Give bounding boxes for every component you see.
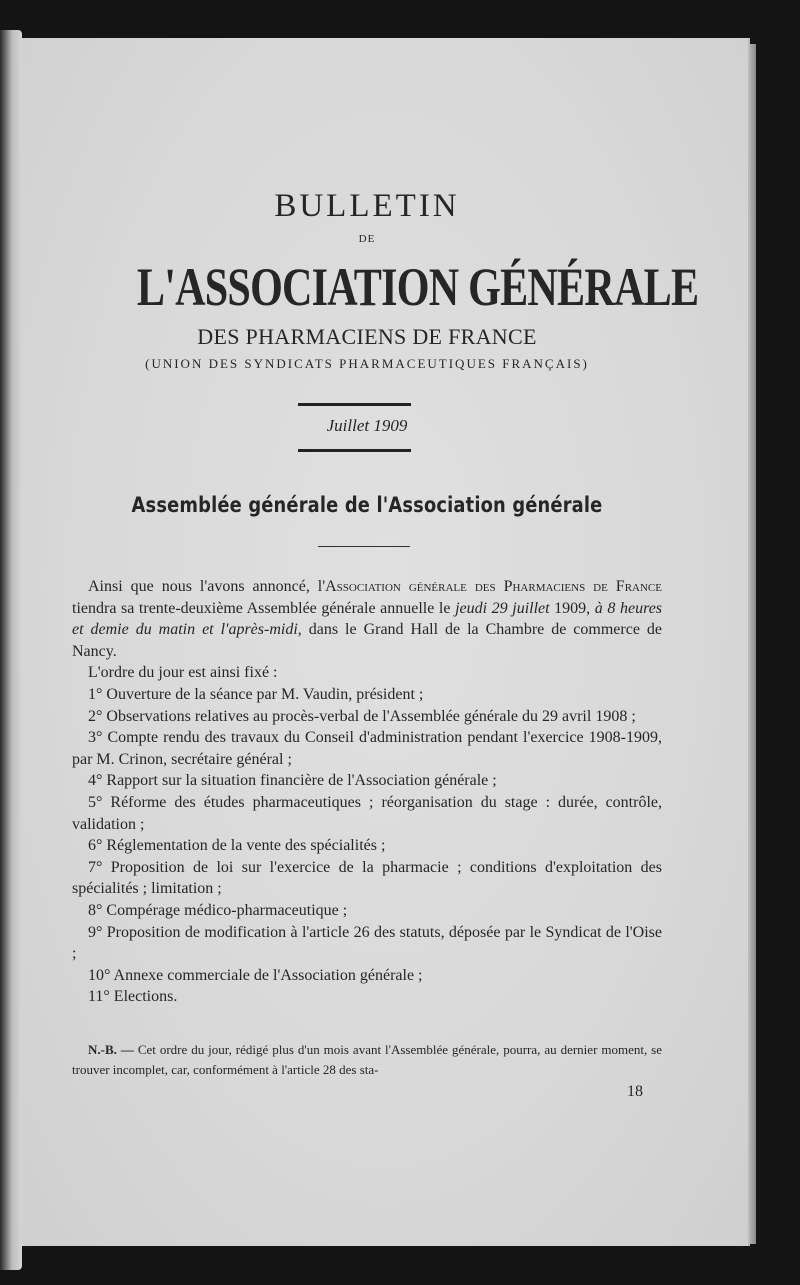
agenda-item: 9° Proposition de modification à l'article 26 des statuts, déposée par le Syndicat de l'Oise ;	[72, 923, 662, 963]
meeting-date: jeudi 29 juillet	[455, 599, 550, 617]
page-number: 18	[627, 1083, 643, 1100]
agenda-item: 4° Rapport sur la situation financière de l'Association générale ;	[88, 772, 497, 790]
intro-text-2: tiendra sa trente-deuxième Assemblée générale annuelle le	[72, 599, 456, 617]
section-rule	[318, 546, 410, 547]
issue-date: Juillet 1909	[326, 416, 408, 435]
intro-text-4: , dans le Grand Hall de la Chambre de commerce de Nancy.	[72, 621, 662, 660]
ordre-intro: L'ordre du jour est ainsi fixé :	[88, 664, 278, 682]
association-title: L'ASSOCIATION GÉNÉRALE	[136, 257, 699, 317]
title-de: DE	[358, 233, 376, 245]
agenda-item: 1° Ouverture de la séance par M. Vaudin, président ;	[88, 685, 424, 703]
agenda-item: 3° Compte rendu des travaux du Conseil d'administration pendant l'exercice 1908-1909, par M. Crinon, secrétaire général ;	[72, 729, 662, 768]
document-page	[22, 38, 748, 1246]
union-subtitle: (UNION DES SYNDICATS PHARMACEUTIQUES FRANÇAIS)	[145, 356, 589, 371]
agenda-item: 8° Compérage médico-pharmaceutique ;	[88, 901, 348, 919]
agenda-item: 11° Elections.	[88, 988, 178, 1006]
bulletin-title: BULLETIN	[274, 188, 460, 224]
intro-paragraph	[72, 576, 662, 662]
agenda-item: 5° Réforme des études pharmaceutiques ; réorganisation du stage : durée, contrôle, validation ;	[72, 793, 662, 833]
meeting-time: à 8 heures et demie du matin et l'après-midi	[72, 599, 663, 639]
intro-text-1: Ainsi que nous l'avons annoncé, l'	[88, 578, 326, 595]
page-edge-shadow	[748, 44, 756, 1244]
nb-text: Cet ordre du jour, rédigé plus d'un mois avant l'Assemblée générale, pourra, au dernier moment, se trouver incomplet, car, conformément à l'article 28 des sta-	[72, 1042, 663, 1077]
pharmaciens-subtitle: DES PHARMACIENS DE FRANCE	[197, 324, 537, 349]
date-rule-top	[298, 403, 411, 406]
section-title: Assemblée générale de l'Association générale	[131, 493, 603, 517]
agenda-item: 10° Annexe commerciale de l'Association générale ;	[88, 966, 423, 984]
association-name-smallcaps: Association générale des Pharmaciens de France	[325, 578, 662, 595]
nota-bene	[72, 1040, 662, 1080]
agenda-item: 6° Réglementation de la vente des spécialités ;	[88, 837, 386, 855]
date-rule-bottom	[298, 449, 411, 452]
agenda-item: 2° Observations relatives au procès-verbal de l'Assemblée générale du 29 avril 1908 ;	[88, 707, 636, 725]
book-binding-edge	[0, 30, 22, 1270]
nb-label: N.-B. —	[88, 1042, 134, 1057]
body-text	[72, 576, 662, 1008]
intro-text-3: 1909,	[549, 599, 595, 617]
agenda-item: 7° Proposition de loi sur l'exercice de la pharmacie ; conditions d'exploitation des spécialités ; limitation ;	[72, 858, 662, 898]
